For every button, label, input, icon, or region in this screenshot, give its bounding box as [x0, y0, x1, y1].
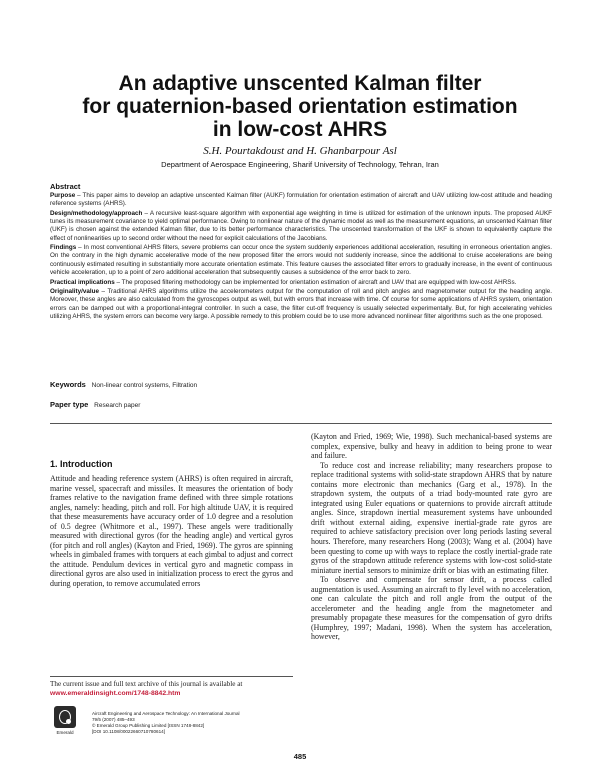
journal-volume: 79/5 (2007) 485–493: [92, 717, 135, 723]
abstract-originality: [50, 288, 552, 321]
paper-title: [40, 72, 560, 141]
abstract: [50, 182, 552, 323]
findings-text: – In most conventional AHRS filters, severe problems can occur once the system suddenly experiences additional acceleration, resulting in erroneous orientation angles. On the contrary in the high dynamic accelerative mode of the new proposed filter the errors would not suddenly increase, since the additional to cruise accelerations are being continuously estimated resulting in substantially more accurate orientation estimate. This feature causes the associated filter errors to gradually increase, in the event of continuous vehicle acceleration, up to a point of zero additional acceleration that subsequently causes a subsidence of the error back to zero.: [50, 244, 552, 276]
publisher-logo: [54, 706, 76, 735]
intro-paragraph-2: To reduce cost and increase reliability; many researchers propose to replace traditional systems with solid-state strapdown AHRS that by nature contains more electronic than mechanics (Garg et al., 1978). In the strapdown system, the outputs of a triad body-mounted rate gyro are integrated using Euler equations or quaternions to provide aircraft attitude angles. Since, strapdown inertial measurement systems have unbounded drift without external aiding, expensive inertial-grade rate gyros are required to achieve satisfactory precision over long periods lasting several hours. Therefore, many researchers Hong (2003); Wang et al. (2004) have been questing to come up with ways to replace the costly inertial-grade rate gyros of the strapdown attitude reference systems with low-cost solid-state miniature inertial sensors to minimize drift or bias with an estimating filter.: [311, 460, 552, 575]
abstract-practical: [50, 279, 552, 287]
abstract-purpose: [50, 192, 552, 208]
keywords: [50, 380, 197, 389]
intro-paragraph-1-continued: (Kayton and Fried, 1969; Wie, 1998). Such mechanical-based systems are complex, expensive, bulky and heavy in addition to being prone to wear and failure.: [311, 432, 552, 461]
design-text: – A recursive least-square algorithm with exponential age weighting in time is utilized for estimation of the unknown inputs. The proposed AUKF tunes its measurement covariance to yield optimal performance. Owing to nonlinear nature of the dynamic model as well as the measurement equations, an unscented Kalman filter (UKF) is chosen against the extended Kalman filter, due to its better performance characteristics. The unscented transformation of the UKF is shown to equivalently capture the effect of nonlinearities up to second order without the need for explicit calculations of the Jacobians.: [50, 209, 552, 242]
paper-type-text: Research paper: [94, 402, 141, 409]
originality-text: – Traditional AHRS algorithms utilize the accelerometers output for the computation of roll and pitch angles and magnetometer output for the heading angle. Moreover, these angles are also calculated from the gyroscopes output as well, but with errors that increase with time. Of course for some applications of AHRS system, orientation errors can be damped out with a proportional-integral controller. In such a case, the filter cut-off frequency is usually selected experimentally. But, for high accelerating vehicles utilizing AHRS, the system errors can become very large. A possible remedy to this problem could be to use more advanced nonlinear filter algorithms such as the one proposed.: [50, 288, 552, 320]
section-divider: [50, 423, 552, 424]
paper-type: [50, 400, 140, 409]
title-line-2: for quaternion-based orientation estimation: [82, 95, 518, 118]
title-line-1: An adaptive unscented Kalman filter: [118, 72, 482, 95]
access-text: The current issue and full text archive of this journal is available at: [50, 680, 243, 688]
keywords-text: Non-linear control systems, Filtration: [91, 382, 198, 389]
journal-access-note: [50, 680, 293, 698]
introduction-heading: 1. Introduction: [50, 459, 113, 469]
right-column: [311, 432, 552, 642]
design-label: Design/methodology/approach: [50, 209, 143, 217]
purpose-label: Purpose: [50, 192, 76, 199]
purpose-text: – This paper aims to develop an adaptive unscented Kalman filter (AUKF) formulation for orientation estimation of aircraft and UAV utilizing low-cost attitude and heading reference systems (AHRS).: [50, 192, 552, 208]
keywords-label: Keywords: [50, 380, 86, 389]
abstract-findings: [50, 244, 552, 277]
affiliation: Department of Aerospace Engineering, Sharif University of Technology, Tehran, Iran: [161, 160, 439, 169]
practical-text: – The proposed filtering methodology can be implemented for orientation estimation of aircraft and UAV that are equipped with low-cost AHRSs.: [114, 278, 517, 286]
title-line-3: in low-cost AHRS: [212, 118, 388, 141]
abstract-heading: Abstract: [50, 182, 81, 191]
authors: S.H. Pourtakdoust and H. Ghanbarpour Asl: [203, 145, 397, 157]
copyright: © Emerald Group Publishing Limited [ISSN 1748-8842]: [92, 723, 205, 729]
intro-paragraph-1: Attitude and heading reference system (AHRS) is often required in aircraft, marine vessel, spacecraft and missiles. It measures the orientation of body frames relative to the navigation frame defined with three simple rotations angles, namely: heading, pitch and roll. For high altitude UAV, it is required that these measurements have accuracy order of 1.0 degree and a resolution of 0.5 degree (Whitmore et al., 1997). These angels were traditionally measured with directional gyros (for the heading angle) and vertical gyros (for pitch and roll angles) (Kayton and Fried, 1969). The gyros are spinning wheels in gimbaled frames with torquers at each gimbal to adjust and correct the attitude. Pendulum devices in vertical gyro and magnetic compass in directional gyros are also used in initialization process to erect the gyros and during operation, to remove accumulated errors: [50, 474, 293, 589]
footnote-divider: [50, 676, 293, 677]
practical-label: Practical implications: [50, 278, 115, 286]
doi: [DOI 10.1108/00022660710780614]: [92, 729, 165, 735]
journal-name: Aircraft Engineering and Aerospace Technology: An International Journal: [92, 711, 240, 716]
page-number: 485: [293, 752, 307, 761]
publisher-brand: Emerald: [56, 730, 74, 735]
intro-paragraph-3: To observe and compensate for sensor drift, a process called augmentation is used. Assuming an aircraft to fly level with no acceleration, one can calculate the pitch and roll angle from the output of the accelerometer and the heading angle from the magnetometer and presumably propagate these measures for the compensation of gyro drifts (Humphrey, 1997; Madani, 1998). When the system has acceleration, however,: [311, 575, 552, 642]
emerald-logo-icon: [54, 706, 76, 728]
journal-link[interactable]: www.emeraldinsight.com/1748-8842.htm: [50, 690, 181, 698]
left-column: [50, 474, 293, 589]
originality-label: Originality/value: [50, 288, 99, 296]
findings-label: Findings: [50, 244, 77, 252]
paper-type-label: Paper type: [50, 400, 89, 409]
journal-info: [92, 711, 292, 735]
abstract-design: [50, 210, 552, 243]
